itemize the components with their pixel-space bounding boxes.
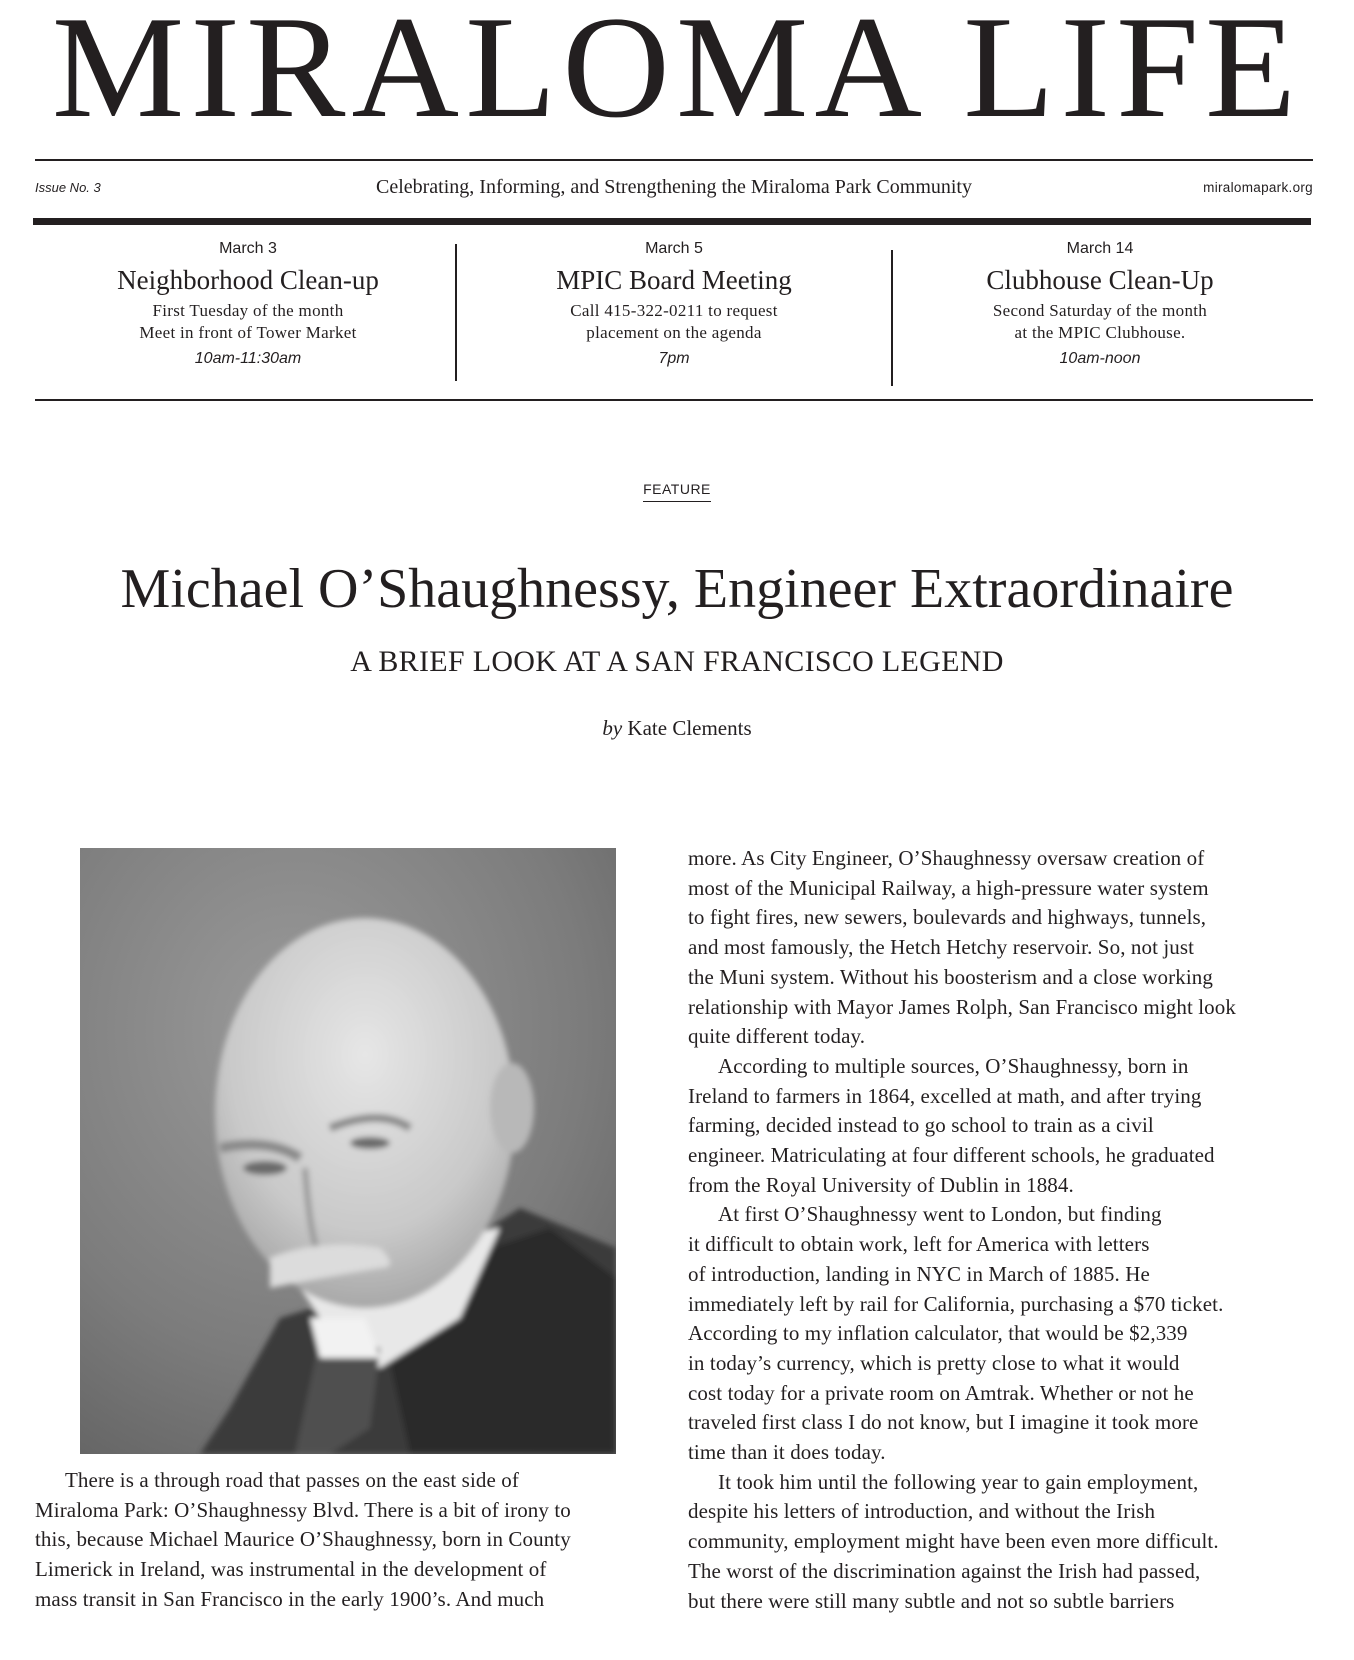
masthead-thick-rule: [33, 218, 1311, 225]
event-card: [461, 232, 887, 392]
text-line: At first O’Shaughnessy went to London, but finding: [718, 1202, 1162, 1227]
text-line: to fight fires, new sewers, boulevards and highways, tunnels,: [688, 905, 1207, 930]
text-line: of introduction, landing in NYC in March of 1885. He: [688, 1261, 1150, 1286]
text-line: traveled first class I do not know, but I imagine it took more: [688, 1410, 1199, 1435]
event-desc-line: placement on the agenda: [586, 323, 762, 342]
event-time: 10am-noon: [1059, 350, 1141, 367]
event-description: [35, 300, 461, 344]
event-title: Clubhouse Clean-Up: [986, 265, 1214, 295]
article-headline: Michael O’Shaughnessy, Engineer Extraordinaire: [120, 558, 1234, 620]
text-line: Limerick in Ireland, was instrumental in the development of: [35, 1557, 547, 1582]
event-divider: [891, 250, 893, 386]
event-date: March 3: [219, 240, 277, 257]
text-line: According to multiple sources, O’Shaughnessy, born in: [718, 1053, 1189, 1078]
article-subhead: A BRIEF LOOK AT A SAN FRANCISCO LEGEND: [350, 645, 1004, 678]
text-line: immediately left by rail for California, purchasing a $70 ticket.: [688, 1291, 1224, 1316]
text-line: the Muni system. Without his boosterism and a close working: [688, 964, 1213, 989]
event-desc-line: at the MPIC Clubhouse.: [1014, 323, 1186, 342]
event-card: [35, 232, 461, 392]
byline: [0, 716, 1354, 741]
event-card: [887, 232, 1313, 392]
article-paragraph: [688, 844, 1318, 1052]
issue-number: Issue No. 3: [35, 180, 101, 195]
text-line: cost today for a private room on Amtrak. Whether or not he: [688, 1380, 1194, 1405]
event-date: March 14: [1066, 240, 1134, 257]
masthead-info-row: [35, 176, 1313, 200]
text-line: The worst of the discrimination against the Irish had passed,: [688, 1558, 1201, 1583]
text-line: There is a through road that passes on the east side of: [65, 1468, 519, 1492]
masthead-top-rule: [35, 159, 1313, 161]
event-desc-line: Call 415-322-0211 to request: [570, 301, 778, 320]
text-line: mass transit in San Francisco in the early 1900’s. And much: [35, 1586, 545, 1611]
text-line: most of the Municipal Railway, a high-pressure water system: [688, 875, 1209, 900]
text-line: community, employment might have been even more difficult.: [688, 1529, 1219, 1554]
byline-prefix: by: [602, 716, 623, 740]
event-divider: [455, 244, 457, 381]
text-line: from the Royal University of Dublin in 1884.: [688, 1172, 1074, 1197]
event-title: MPIC Board Meeting: [556, 265, 792, 295]
text-line: but there were still many subtle and not so subtle barriers: [688, 1588, 1175, 1613]
event-desc-line: Meet in front of Tower Market: [139, 323, 357, 342]
event-description: [887, 300, 1313, 344]
article-paragraph: [688, 1468, 1318, 1617]
event-desc-line: Second Saturday of the month: [992, 301, 1208, 320]
section-label: FEATURE: [643, 481, 711, 502]
events-bar: [35, 232, 1313, 392]
article-paragraph: [35, 1466, 655, 1615]
section-kicker: [0, 481, 1354, 502]
article-paragraph: [688, 1052, 1318, 1201]
text-line: engineer. Matriculating at four different schools, he graduated: [688, 1143, 1215, 1168]
event-desc-line: First Tuesday of the month: [152, 301, 344, 320]
text-line: this, because Michael Maurice O’Shaughnessy, born in County: [35, 1527, 571, 1552]
tagline: Celebrating, Informing, and Strengthening the Miraloma Park Community: [375, 176, 972, 198]
website-link[interactable]: miralomapark.org: [1203, 180, 1313, 195]
author-name: Kate Clements: [627, 716, 752, 740]
text-line: time than it does today.: [688, 1440, 886, 1465]
event-description: [461, 300, 887, 344]
portrait-illustration: [80, 848, 616, 1454]
text-line: it difficult to obtain work, left for America with letters: [688, 1232, 1150, 1257]
masthead-title: MIRALOMA LIFE: [51, 0, 1303, 148]
events-bottom-rule: [35, 399, 1313, 401]
text-line: Miraloma Park: O’Shaughnessy Blvd. There is a bit of irony to: [35, 1497, 571, 1522]
portrait-photo: [80, 848, 616, 1454]
event-time: 10am-11:30am: [194, 350, 302, 367]
text-line: relationship with Mayor James Rolph, San Francisco might look: [688, 994, 1236, 1019]
text-line: more. As City Engineer, O’Shaughnessy oversaw creation of: [688, 846, 1205, 870]
text-line: Ireland to farmers in 1864, excelled at math, and after trying: [688, 1083, 1202, 1108]
event-title: Neighborhood Clean-up: [117, 265, 379, 295]
text-line: in today’s currency, which is pretty close to what it would: [688, 1350, 1180, 1375]
text-line: According to my inflation calculator, that would be $2,339: [688, 1321, 1188, 1346]
article-column-right: [688, 844, 1318, 1616]
article-column-left: [35, 1466, 655, 1615]
article-paragraph: [688, 1200, 1318, 1467]
text-line: and most famously, the Hetch Hetchy reservoir. So, not just: [688, 935, 1195, 960]
text-line: quite different today.: [688, 1024, 866, 1049]
text-line: It took him until the following year to gain employment,: [718, 1469, 1199, 1494]
text-line: farming, decided instead to go school to train as a civil: [688, 1113, 1154, 1138]
event-date: March 5: [645, 240, 703, 257]
text-line: despite his letters of introduction, and without the Irish: [688, 1499, 1156, 1524]
event-time: 7pm: [658, 350, 690, 367]
